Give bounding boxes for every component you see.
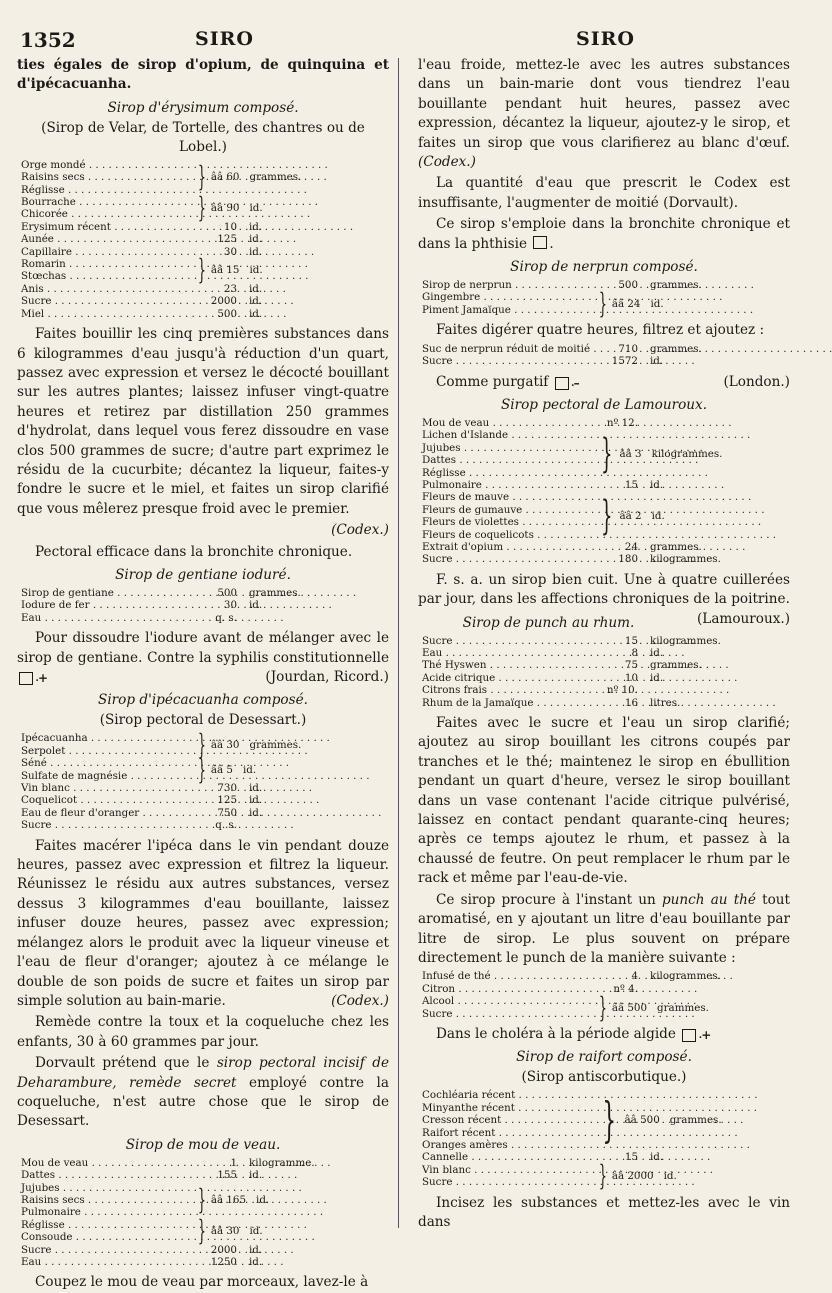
source-citation: (Lamouroux.): [697, 610, 790, 627]
ingredient-row: [21, 599, 389, 611]
ingredient-name: Infusé de thé . . .: [422, 970, 598, 982]
ingredient-row: [21, 819, 389, 831]
ingredient-qty: q. s.: [215, 611, 237, 624]
ingredient-unit: id.: [249, 233, 263, 246]
ingredient-name: Pulmonaire . . .: [422, 479, 598, 491]
ingredient-row: [422, 659, 790, 671]
recipe-title: Sirop pectoral de Lamouroux.: [500, 396, 708, 413]
ingredient-row: [422, 355, 790, 367]
ingredient-unit: id.: [650, 671, 664, 684]
group-unit: grammes.: [669, 1114, 722, 1127]
empty-box-icon: [533, 236, 547, 249]
source-citation: (Codex.): [331, 992, 389, 1009]
continued-paragraph: [418, 56, 790, 172]
preparation-text: Incisez les substances et mettez-les avec le vin dans: [418, 1194, 790, 1230]
preparation-text: Faites bouillir les cinq premières substances dans 6 kilogrammes d'eau jusqu'à réduction d'un quart, passez avec expression et versez le décocté bouillant sur les autres plantes; laissez infuser vingt-quatre heures et retirez par distillation 250 grammes d'hydrolat, dans lequel vous ferez dissoudre en vase clos 500 grammes de sucre; d'autre part exprimez le résidu de la cucurbite; décantez la liqueur, faites-y fondre le sucre et le miel, et faites un sirop clarifié que vous mêlerez presque froid avec le premier.: [17, 326, 389, 517]
ingredient-name: Pulmonaire . . .: [21, 1206, 197, 1218]
running-title-left: SIRO: [195, 28, 254, 50]
ingredient-name: Aunée . . .: [21, 233, 197, 245]
ingredient-qty: 10: [624, 671, 638, 684]
ingredient-qty: 24: [624, 540, 638, 553]
brace-icon: }: [600, 493, 613, 540]
ingredient-row: [422, 541, 790, 553]
ingredient-name: Bourrache . . .: [21, 196, 197, 208]
ingredient-row: [422, 647, 790, 659]
ingredient-name: Gingembre . . .: [422, 291, 598, 303]
ingredient-unit: id.: [249, 782, 263, 795]
ingredient-name: Fleurs de coquelicots . . .: [422, 529, 598, 541]
note-text: [17, 1054, 389, 1132]
group-quantity: ââ 90: [210, 202, 240, 215]
ingredient-qty: 15: [624, 478, 638, 491]
brace-icon: }: [197, 1214, 206, 1248]
usage-text: Ce sirop s'emploie dans la bronchite chronique et dans la phthisie .: [418, 216, 790, 252]
ingredient-name: Minyanthe récent . . .: [422, 1102, 598, 1114]
ingredient-name: Orge mondé . . .: [21, 159, 197, 171]
ingredient-name: Sucre . . .: [422, 355, 598, 367]
ingredient-name: Sucre . . .: [422, 1176, 598, 1188]
ingredient-unit: id.: [249, 794, 263, 807]
ingredient-row: [422, 697, 790, 709]
right-column: [418, 56, 790, 1246]
ingredient-list: [422, 343, 790, 368]
group-quantity: ââ 15: [210, 264, 240, 277]
ingredient-name: Eau . . .: [21, 1256, 197, 1268]
recipe-title: Sirop de raifort composé.: [516, 1049, 692, 1066]
brace-icon: }: [600, 431, 613, 478]
ingredient-group: [21, 253, 389, 287]
ingredient-name: Jujubes . . .: [422, 442, 598, 454]
ingredient-unit: id.: [650, 647, 664, 659]
ingredient-unit: id.: [650, 355, 664, 368]
brace-icon: }: [598, 286, 607, 320]
group-quantity: ââ 24: [611, 297, 641, 310]
ingredient-qty: 730: [217, 782, 237, 795]
usage-text-body: Ce sirop s'emploie dans la bronchite chronique et dans la phthisie: [418, 216, 790, 252]
ingredient-group: [21, 159, 389, 196]
preparation-text: Faites digérer quatre heures, filtrez et ajoutez :: [436, 322, 765, 339]
ingredient-name: Dattes . . .: [422, 454, 598, 466]
group-unit: id.: [651, 510, 665, 523]
group-quantity: ââ 60: [210, 171, 240, 184]
brace-icon: }: [598, 990, 607, 1024]
ingredient-name: Sucre . . .: [422, 1008, 598, 1020]
source-citation: (Jourdan, Ricord.): [265, 669, 389, 685]
group-unit: id.: [256, 1194, 270, 1207]
brace-icon: }: [197, 727, 206, 761]
plus-box-icon: [682, 1029, 696, 1042]
ingredient-row: [422, 479, 790, 491]
ingredient-list: [422, 417, 790, 566]
group-unit: id.: [242, 763, 257, 776]
ingredient-name: Citrons frais . . .: [422, 684, 598, 696]
left-column: [17, 56, 389, 1291]
ingredient-name: Serpolet . . .: [21, 745, 197, 757]
ingredient-unit: id.: [249, 1243, 263, 1256]
ingredient-list: [422, 1089, 790, 1193]
recipe-title: Sirop de nerprun composé.: [510, 259, 698, 276]
group-quantity: ââ 2000: [611, 1170, 654, 1183]
ingredient-name: Sucre . . .: [422, 635, 598, 647]
ingredient-list: [21, 587, 389, 624]
ingredient-name: Oranges amères . . .: [422, 1139, 598, 1151]
ingredient-name: Ipécacuanha . . .: [21, 732, 197, 744]
usage-text-body: Dans le choléra à la période algide: [436, 1025, 676, 1042]
group-unit: kilogrammes.: [651, 448, 723, 461]
ingredient-unit: grammes.: [650, 279, 702, 292]
ingredient-name: Vin blanc . . .: [21, 782, 197, 794]
preparation-text-body: Pour dissoudre l'iodure avant de mélanger avec le sirop de gentiane. Contre la syphilis constitutionnelle: [17, 630, 389, 666]
ingredient-name: Fleurs de violettes . . .: [422, 516, 598, 528]
group-unit: id.: [249, 264, 263, 277]
ingredient-name: Sucre . . .: [21, 1244, 197, 1256]
ingredient-qty: 30: [223, 245, 237, 258]
group-quantity: ââ 30: [210, 1225, 240, 1238]
ingredient-unit: kilogrammes.: [650, 970, 721, 983]
ingredient-name: Raifort récent . . .: [422, 1127, 598, 1139]
continued-text: l'eau froide, mettez-le avec les autres substances dans un bain-marie dont vous tiendrez l'eau bouillante pendant huit heures, passez avec expression, décantez la liqueur, ajoutez-y le sirop, et faites un sirop que vous clarifierez au blanc d'œuf.: [418, 57, 790, 151]
ingredient-qty: 710: [618, 342, 638, 355]
ingredient-unit: kilogramme.: [249, 1156, 315, 1169]
note-text: [418, 891, 790, 969]
group-quantity: ââ 5: [210, 763, 233, 776]
usage-text: Comme purgatif – . (London.): [418, 373, 790, 392]
ingredient-row: [21, 1256, 389, 1268]
ingredient-name: Chicorée . . .: [21, 208, 197, 220]
ingredient-qty: 2000: [210, 1243, 237, 1256]
recipe-title: Sirop d'érysimum composé.: [107, 99, 299, 116]
ingredient-unit: grammes.: [650, 540, 702, 553]
ingredient-name: Sulfate de magnésie . . .: [21, 770, 197, 782]
ingredient-row: [422, 343, 790, 355]
ingredient-unit: id.: [650, 478, 664, 491]
ingredient-list: [21, 159, 389, 320]
ingredient-unit: grammes.: [249, 586, 301, 599]
ingredient-qty: nº 4.: [613, 982, 638, 995]
ingredient-qty: nº 12.: [606, 416, 638, 429]
ingredient-group: [422, 990, 790, 1024]
brace-icon: }: [602, 1092, 617, 1149]
ingredient-name: Cochléaria récent . . .: [422, 1089, 598, 1101]
ingredient-name: Citron . . .: [422, 983, 598, 995]
ingredient-group: [21, 191, 389, 225]
ingredient-name: Eau . . .: [422, 647, 598, 659]
ingredient-name: Dattes . . .: [21, 1169, 197, 1181]
recipe-subtitle: (Sirop de Velar, de Tortelle, des chantres ou de Lobel.): [41, 119, 365, 155]
recipe-subtitle: (Sirop antiscorbutique.): [521, 1069, 687, 1086]
ingredient-row: [422, 684, 790, 696]
group-quantity: ââ 3: [619, 448, 642, 461]
ingredient-name: Sucre . . .: [21, 295, 197, 307]
ingredient-group: [422, 286, 790, 320]
ingredient-group: [422, 491, 790, 541]
note-text-a: Dorvault prétend que le: [35, 1055, 217, 1072]
ingredient-name: Sucre . . .: [21, 819, 197, 831]
ingredient-unit: id.: [249, 307, 263, 320]
ingredient-qty: 500: [217, 586, 237, 599]
ingredient-row: [422, 417, 790, 429]
group-quantity: ââ 500: [624, 1114, 660, 1127]
ingredient-row: [21, 295, 389, 307]
ingredient-name: Mou de veau . . .: [422, 417, 598, 429]
brace-icon: }: [197, 1183, 206, 1217]
running-title-right: SIRO: [576, 28, 635, 50]
brace-icon: }: [197, 752, 206, 786]
ingredient-row: [21, 308, 389, 320]
ingredient-unit: id.: [249, 1256, 263, 1268]
recipe-title: Sirop de punch au rhum.: [462, 614, 635, 631]
ingredient-row: [422, 970, 790, 982]
ingredient-list: [422, 279, 790, 320]
ingredient-unit: id.: [249, 245, 263, 258]
ingredient-name: Eau . . .: [21, 612, 197, 624]
group-quantity: ââ 500: [611, 1001, 648, 1014]
ingredient-unit: id.: [249, 295, 263, 308]
ingredient-qty: 125: [217, 794, 237, 807]
ingredient-name: Cresson récent . . .: [422, 1114, 598, 1126]
note-text-a: Ce sirop procure à l'instant un: [436, 891, 662, 908]
ingredient-qty: 500: [618, 279, 638, 292]
ingredient-name: Alcool . . .: [422, 995, 598, 1007]
ingredient-name: Romarin . . .: [21, 258, 197, 270]
usage-text-body: Comme purgatif: [436, 373, 549, 390]
ingredient-row: [422, 553, 790, 565]
ingredient-name: Vin blanc . . .: [422, 1164, 598, 1176]
ingredient-row: [422, 672, 790, 684]
ingredient-unit: kilogrammes.: [650, 553, 721, 566]
ingredient-name: Consoude . . .: [21, 1231, 197, 1243]
ingredient-name: Sirop de gentiane . . .: [21, 587, 197, 599]
ingredient-qty: 16: [624, 696, 638, 709]
note-text: La quantité d'eau que prescrit le Codex est insuffisante, l'augmenter de moitié (Dorvault).: [418, 175, 790, 211]
ingredient-list: [422, 635, 790, 709]
ingredient-qty: 750: [217, 806, 237, 819]
ingredient-qty: 15: [624, 634, 638, 647]
ingredient-qty: 180: [618, 553, 638, 566]
ingredient-name: Séné . . .: [21, 757, 197, 769]
note-text-italic: sirop pectoral incisif de Deharambure, remède secret: [17, 1055, 389, 1091]
brace-icon: }: [598, 1159, 607, 1193]
brace-icon: }: [197, 191, 206, 225]
ingredient-group: [21, 1214, 389, 1248]
recipe-title: Sirop de gentiane ioduré.: [115, 566, 291, 583]
group-unit: grammes.: [249, 171, 302, 184]
ingredient-qty: 125: [217, 233, 237, 246]
ingredient-row: [21, 1169, 389, 1181]
ingredient-qty: q. s.: [215, 819, 237, 832]
preparation-text: [17, 837, 389, 1012]
ingredient-row: [21, 794, 389, 806]
intro-paragraph: ties égales de sirop d'opium, de quinquina et d'ipécacuanha.: [17, 57, 389, 93]
ingredient-list: [422, 970, 790, 1024]
recipe-title: Sirop d'ipécacuanha composé.: [98, 692, 308, 709]
ingredient-name: Réglisse . . .: [422, 467, 598, 479]
ingredient-qty: 75: [624, 659, 638, 672]
ingredient-name: Lichen d'Islande . . .: [422, 429, 598, 441]
ingredient-name: Erysimum récent . . .: [21, 221, 197, 233]
ingredient-qty: 155: [217, 1169, 237, 1182]
ingredient-name: Capillaire . . .: [21, 246, 197, 258]
ingredient-name: Mou de veau . . .: [21, 1157, 197, 1169]
ingredient-name: Sucre . . .: [422, 553, 598, 565]
minus-box-icon: [555, 377, 569, 390]
source-citation: (Codex.): [331, 522, 389, 539]
ingredient-group: [21, 752, 389, 786]
ingredient-list: [21, 1157, 389, 1269]
usage-text: Remède contre la toux et la coqueluche chez les enfants, 30 à 60 grammes par jour.: [17, 1014, 389, 1050]
preparation-text-body: Faites macérer l'ipéca dans le vin pendant douze heures, passez avec expression et filtrez la liqueur. Réunissez le résidu aux autres substances, versez dessus 3 kilogrammes d'eau bouillante, laissez infuser douze heures, passez avec expression; mélangez alors le produit avec la liqueur vineuse et l'eau de fleur d'oranger; ajoutez à ce mélange le double de son poids de sucre et faites un sirop par simple solution au bain-marie.: [17, 837, 389, 1009]
group-unit: id.: [249, 1225, 263, 1238]
group-unit: grammes.: [657, 1001, 709, 1014]
ingredient-group: [422, 429, 790, 479]
ingredient-row: [21, 587, 389, 599]
ingredient-name: Sirop de nerprun . . .: [422, 279, 598, 291]
ingredient-name: Jujubes . . .: [21, 1182, 197, 1194]
ingredient-name: Thé Hyswen . . .: [422, 659, 598, 671]
ingredient-unit: id.: [249, 806, 263, 819]
ingredient-qty: 30: [223, 599, 237, 612]
ingredient-list: [21, 727, 389, 832]
source-citation: (Codex.): [418, 154, 476, 171]
note-text-italic: punch au thé: [661, 891, 756, 908]
group-unit: id.: [663, 1170, 677, 1183]
usage-text: Dans le choléra à la période algide + .: [418, 1025, 790, 1044]
ingredient-name: Fleurs de mauve . . .: [422, 491, 598, 503]
note-text-b: employé contre la coqueluche, n'est autre chose que le sirop de Desessart.: [17, 1074, 389, 1130]
ingredient-unit: id.: [249, 599, 263, 612]
ingredient-qty: 10: [223, 220, 237, 233]
ingredient-qty: 4: [631, 970, 638, 983]
group-quantity: ââ 165: [210, 1194, 247, 1207]
brace-icon: }: [197, 160, 206, 194]
running-header: [20, 28, 790, 52]
ingredient-unit: kilogrammes.: [650, 634, 721, 647]
note-text-b: tout aromatisé, en y ajoutant un litre d'eau bouillante par litre de sirop. Le plus souvent on prépare directement le punch de la manière suivante :: [418, 891, 790, 966]
ingredient-unit: grammes.: [650, 342, 702, 355]
ingredient-name: Raisins secs . . .: [21, 1194, 197, 1206]
ingredient-name: Iodure de fer . . .: [21, 599, 197, 611]
preparation-text: Faites avec le sucre et l'eau un sirop clarifié; ajoutez au sirop bouillant les citrons coupés par tranches et le thé; maintenez le sirop en ébullition pendant un quart d'heure, versez le sirop bouillant dans un vase contenant l'acide citrique pulvérisé, laissez en contact pendant quarante-cinq heures; après ce temps ajoutez le rhum, et passez à la chaussé de feutre. On peut remplacer le rhum par le rack et même par l'eau-de-vie.: [418, 715, 790, 887]
column-divider: [398, 58, 399, 1228]
ingredient-row: [422, 635, 790, 647]
ingredient-name: Suc de nerprun réduit de moitié . . .: [422, 343, 598, 355]
ingredient-row: [21, 612, 389, 624]
ingredient-unit: id.: [249, 1169, 263, 1182]
ingredient-name: Réglisse . . .: [21, 1219, 197, 1231]
ingredient-qty: 2000: [210, 295, 237, 308]
recipe-subtitle: (Sirop pectoral de Desessart.): [99, 712, 307, 729]
ingredient-name: Miel . . .: [21, 308, 197, 320]
brace-icon: }: [197, 253, 206, 287]
ingredient-group: [422, 1159, 790, 1193]
ingredient-qty: 23: [223, 282, 237, 295]
group-unit: id.: [249, 202, 263, 215]
ingredient-name: Eau de fleur d'oranger . . .: [21, 807, 197, 819]
ingredient-qty: 1250: [210, 1256, 237, 1268]
ingredient-unit: id.: [249, 282, 263, 295]
preparation-text-body: F. s. a. un sirop bien cuit. Une à quatre cuillerées par jour, dans les affections chroniques de la poitrine.: [418, 571, 790, 608]
ingredient-qty: 1572: [611, 355, 638, 368]
ingredient-qty: nº 10.: [606, 684, 638, 697]
recipe-title: Sirop de mou de veau.: [125, 1136, 281, 1153]
ingredient-name: Stœchas . . .: [21, 270, 197, 282]
group-quantity: ââ 2: [619, 510, 642, 523]
ingredient-name: Piment Jamaïque . . .: [422, 304, 598, 316]
ingredient-name: Coquelicot . . .: [21, 794, 197, 806]
ingredient-row: [21, 1157, 389, 1169]
ingredient-group: [21, 1182, 389, 1219]
ingredient-qty: 15: [624, 1151, 638, 1164]
ingredient-name: Fleurs de gumauve . . .: [422, 504, 598, 516]
ingredient-qty: 1: [230, 1156, 237, 1169]
ingredient-unit: litres.: [650, 696, 681, 709]
ingredient-unit: grammes.: [650, 659, 702, 672]
page-number: 1352: [20, 28, 76, 52]
source-citation: (London.): [723, 373, 790, 390]
ingredient-group: [422, 1089, 790, 1151]
ingredient-name: Réglisse . . .: [21, 184, 197, 196]
preparation-text: Coupez le mou de veau par morceaux, lavez-le à: [35, 1274, 369, 1291]
ingredient-qty: 8: [631, 647, 638, 659]
ingredient-name: Extrait d'opium . . .: [422, 541, 598, 553]
group-unit: grammes.: [249, 738, 302, 751]
ingredient-unit: id.: [650, 1151, 664, 1164]
ingredient-row: [21, 233, 389, 245]
ingredient-name: Anis . . .: [21, 283, 197, 295]
ingredient-name: Acide citrique . . .: [422, 672, 598, 684]
ingredient-name: Raisins secs . . .: [21, 171, 197, 183]
ingredient-row: [21, 807, 389, 819]
ingredient-qty: 500: [217, 307, 237, 320]
plus-box-icon: [19, 672, 33, 685]
group-quantity: ââ 30: [210, 738, 240, 751]
ingredient-unit: id.: [249, 220, 263, 233]
ingredient-name: Cannelle . . .: [422, 1151, 598, 1163]
usage-text: Pectoral efficace dans la bronchite chronique.: [35, 543, 353, 560]
group-unit: id.: [650, 297, 664, 310]
preparation-text: Pour dissoudre l'iodure avant de mélanger avec le sirop de gentiane. Contre la syphilis constitutionnelle +. (Jourdan, Ricord.): [17, 629, 389, 687]
ingredient-name: Rhum de la Jamaïque . . .: [422, 697, 598, 709]
